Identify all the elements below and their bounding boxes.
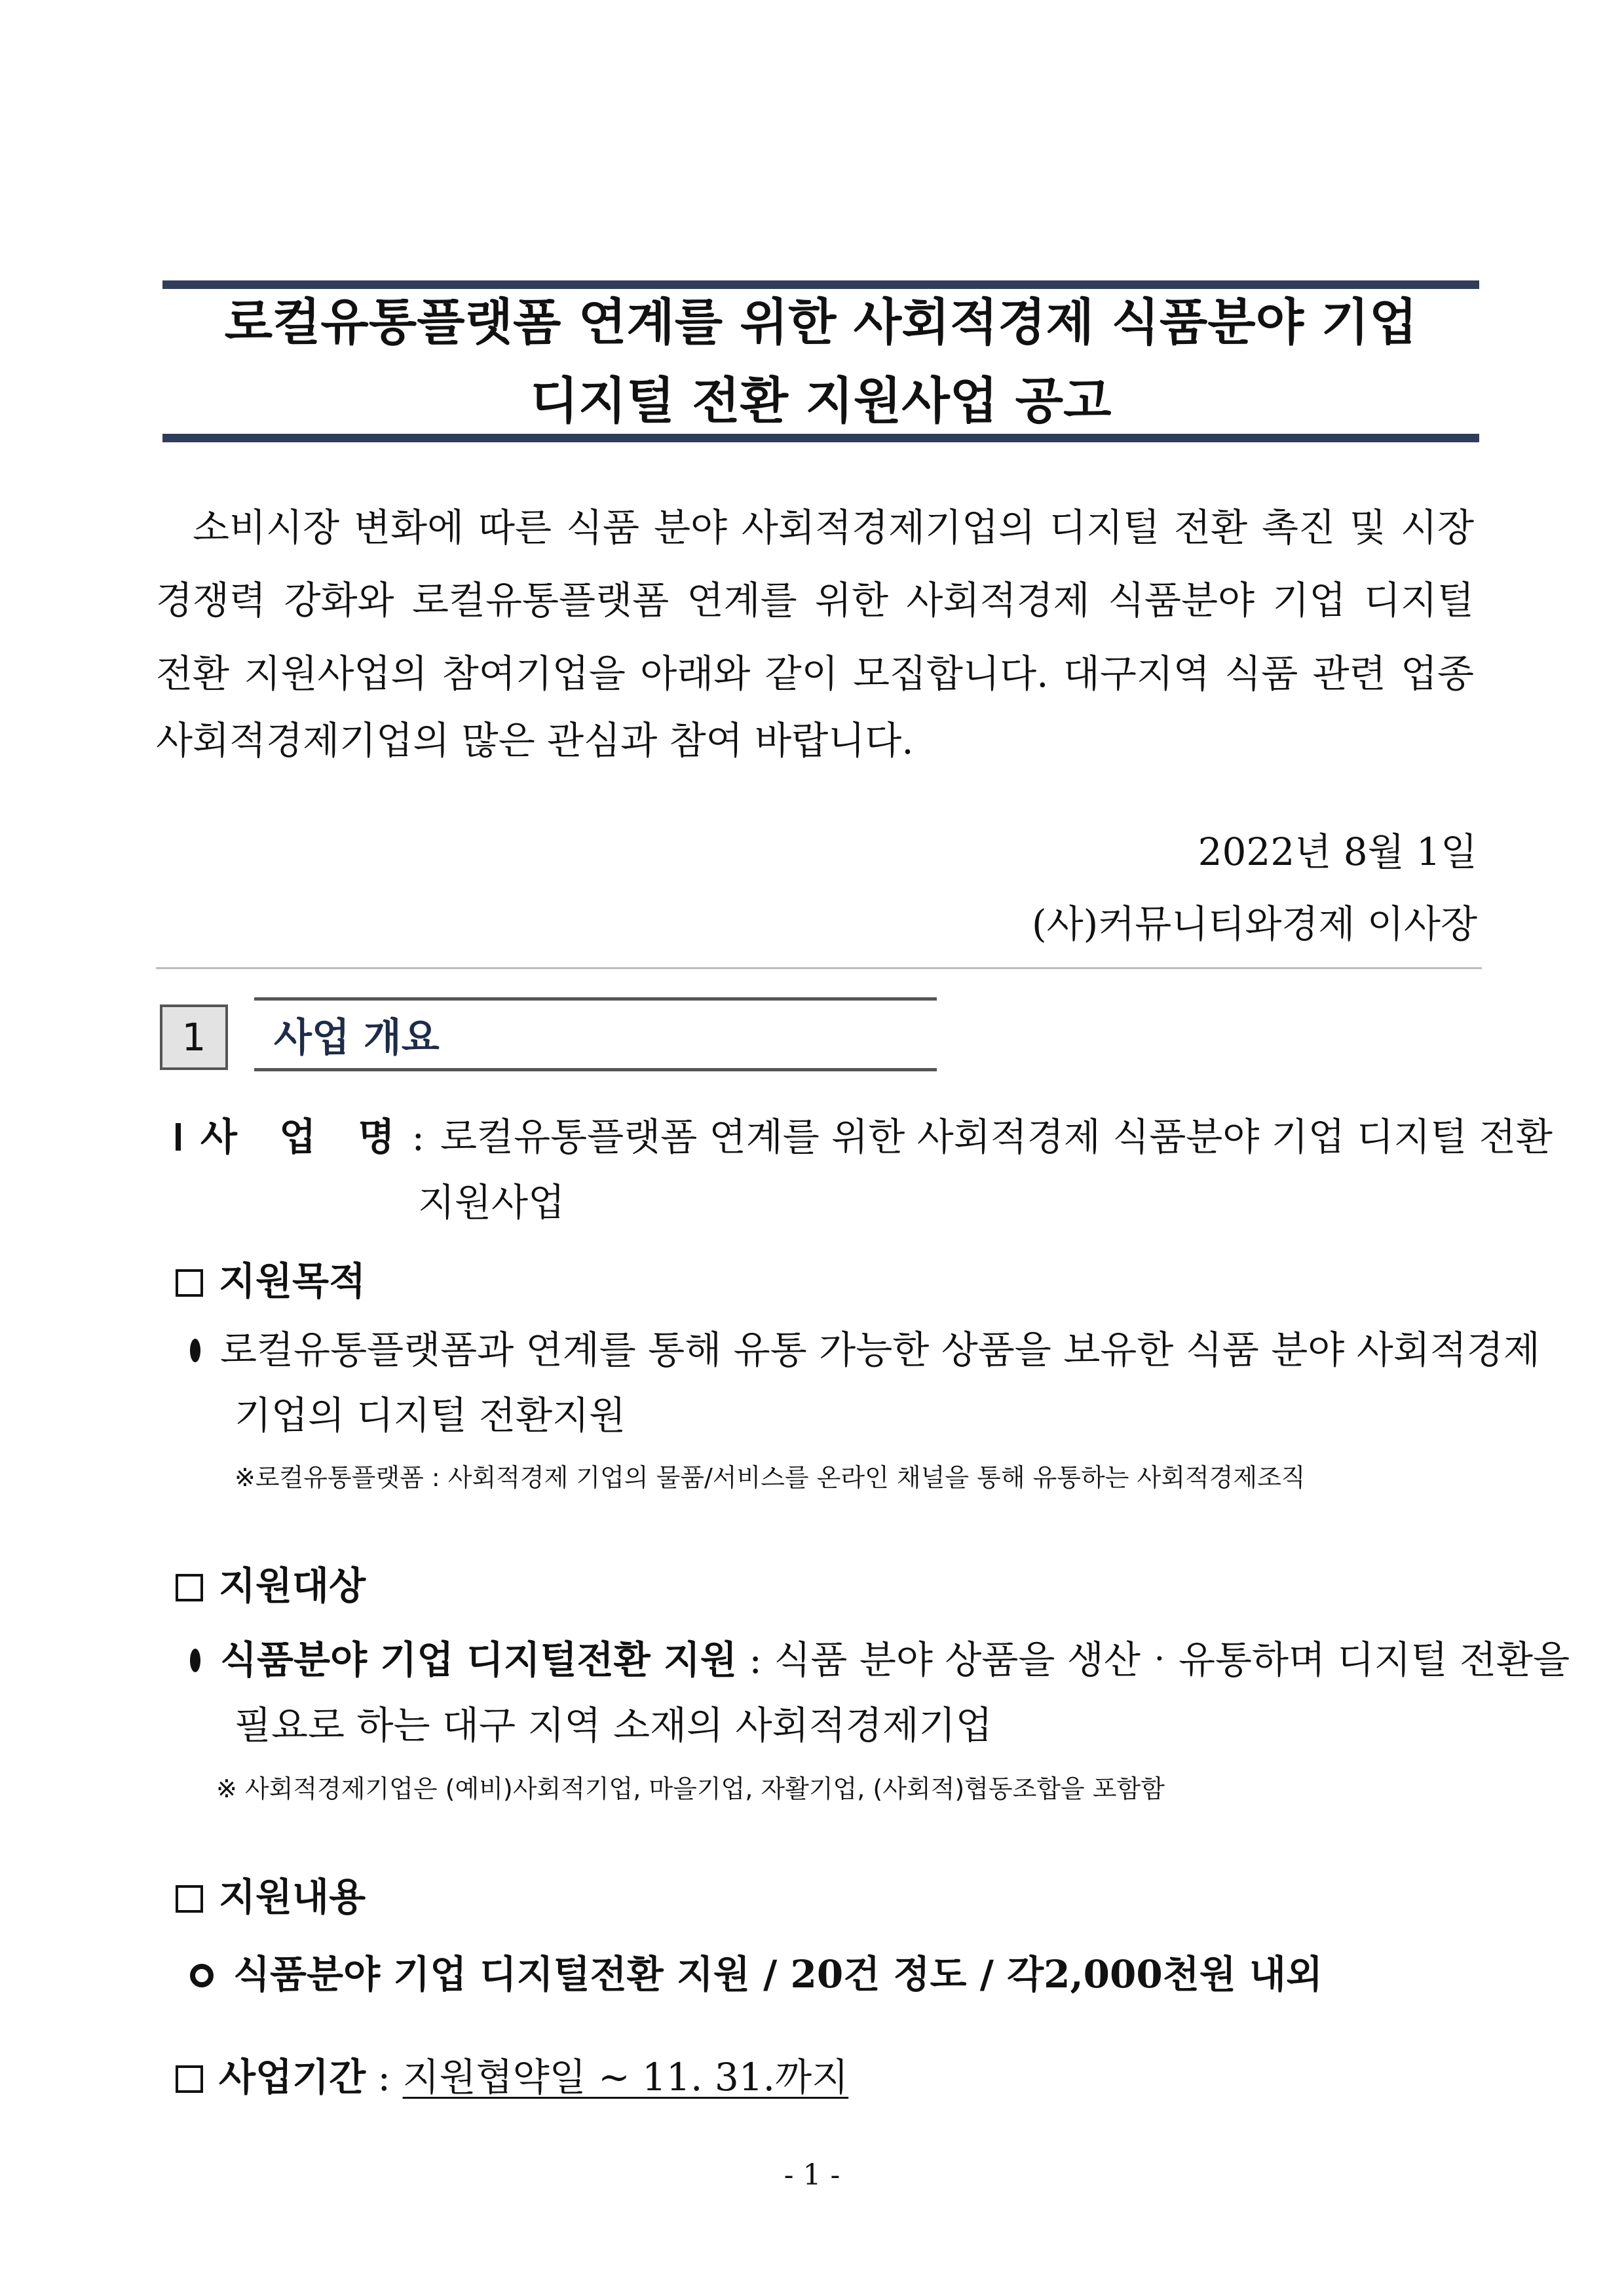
content-item: 식품분야 기업 디지털전환 지원 / 20건 정도 / 각2,000천원 내외	[233, 1952, 1323, 1997]
section-number-box: 1	[160, 1004, 228, 1070]
purpose-item-row	[190, 1320, 1540, 1379]
business-name-separator: :	[411, 1115, 425, 1159]
page-number: - 1 -	[784, 2158, 840, 2192]
intro-line-1: 소비시장 변화에 따른 식품 분야 사회적경제기업의 디지털 전환 촉진 및 시장	[193, 505, 1474, 550]
target-label: 지원대상	[219, 1563, 366, 1608]
section-title-bottom-line	[254, 1068, 937, 1071]
target-text-line-2: 필요로 하는 대구 지역 소재의 사회적경제기업	[235, 1703, 992, 1748]
target-separator: :	[736, 1637, 774, 1682]
hollow-circle-bullet-icon	[190, 1964, 214, 1987]
business-name-label: 사 업 명	[200, 1115, 409, 1159]
target-note: ※ 사회적경제기업은 (예비)사회적기업, 마을기업, 자활기업, (사회적)협동조합을 포함함	[216, 1774, 1165, 1803]
title-bottom-rule	[162, 434, 1479, 442]
checkbox-square-icon	[176, 1574, 203, 1601]
section-divider	[156, 967, 1482, 969]
page-title-line1: 로컬유통플랫폼 연계를 위한 사회적경제 식품분야 기업	[224, 293, 1418, 351]
announcement-signer: (사)커뮤니티와경제 이사장	[1031, 902, 1477, 946]
period-separator: :	[366, 2055, 403, 2099]
purpose-label: 지원목적	[219, 1259, 366, 1303]
section-title: 사업 개요	[274, 1015, 440, 1061]
intro-line-2: 경쟁력 강화와 로컬유통플랫폼 연계를 위한 사회적경제 식품분야 기업 디지털	[156, 578, 1474, 622]
purpose-item-line-1: 로컬유통플랫폼과 연계를 통해 유통 가능한 상품을 보유한 식품 분야 사회적경제	[220, 1328, 1540, 1372]
checkbox-square-icon	[176, 2065, 203, 2093]
business-name-value-2: 지원사업	[418, 1180, 565, 1225]
page-title-line2: 디지털 전환 지원사업 공고	[530, 372, 1112, 430]
intro-line-4: 사회적경제기업의 많은 관심과 참여 바랍니다.	[156, 718, 914, 763]
checkbox-square-icon	[176, 1885, 203, 1913]
target-bold-label: 식품분야 기업 디지털전환 지원	[220, 1637, 737, 1682]
announcement-date: 2022년 8월 1일	[1198, 830, 1477, 874]
period-value: 지원협약일 ~ 11. 31.까지	[402, 2055, 849, 2099]
checkbox-square-icon	[176, 1269, 203, 1297]
period-label: 사업기간	[219, 2055, 366, 2099]
target-item-row	[190, 1630, 1570, 1689]
hollow-circle-bullet-icon	[190, 1649, 200, 1672]
content-item-row	[190, 1945, 1323, 2004]
checkbox-square-icon	[176, 1123, 181, 1151]
section-title-top-line	[254, 997, 937, 1001]
content-heading	[176, 1867, 366, 1926]
business-name-value-1: 로컬유통플랫폼 연계를 위한 사회적경제 식품분야 기업 디지털 전환	[440, 1115, 1553, 1159]
target-heading	[176, 1556, 366, 1615]
business-name-row	[176, 1107, 1553, 1166]
intro-line-3: 전환 지원사업의 참여기업을 아래와 같이 모집합니다. 대구지역 식품 관련 업종	[156, 651, 1474, 696]
purpose-item-line-2: 기업의 디지털 전환지원	[235, 1393, 626, 1438]
hollow-circle-bullet-icon	[190, 1339, 200, 1362]
purpose-heading	[176, 1252, 366, 1311]
period-row	[176, 2048, 848, 2107]
content-label: 지원내용	[219, 1875, 366, 1919]
title-top-rule	[162, 280, 1479, 289]
purpose-note: ※로컬유통플랫폼 : 사회적경제 기업의 물품/서비스를 온라인 채널을 통해 유통하는 사회적경제조직	[235, 1463, 1306, 1492]
target-text-line-1: 식품 분야 상품을 생산‧유통하며 디지털 전환을	[774, 1637, 1570, 1682]
